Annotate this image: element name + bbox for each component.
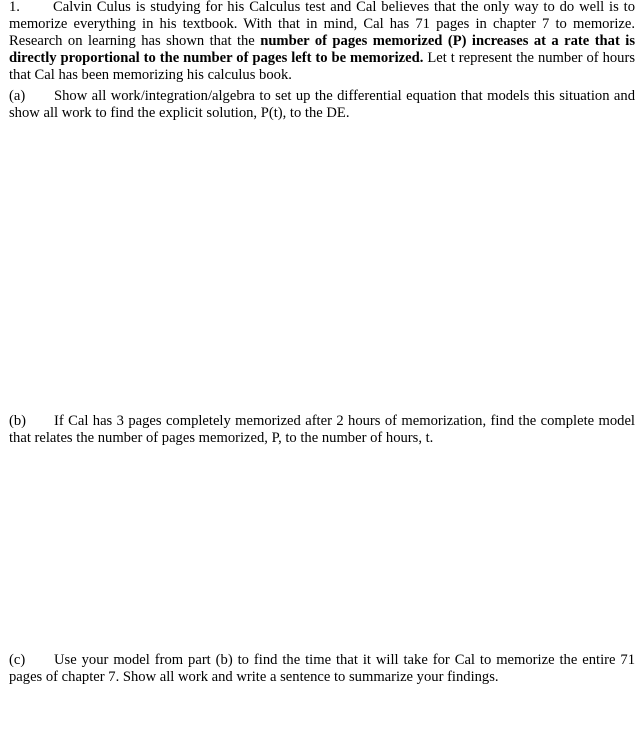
part-b-label: (b) <box>9 413 27 429</box>
part-c-text: Use your model from part (b) to find the time that it will take for Cal to memorize the entire 71 pages of chapter 7. Show all work and write a sentence to summarize your findings. <box>9 652 635 685</box>
problem-intro-text: Calvin Culus is studying for his Calculus test and Cal believes that the only way to do well is to memorize everything in his textbook. With that in mind, Cal has 71 pages in chapter 7 to memorize. Research on learning has shown that the <box>9 0 635 49</box>
part-c-label: (c) <box>9 652 26 668</box>
part-a-text: Show all work/integration/algebra to set up the differential equation that models this situation and show all work to find the explicit solution, P(t), to the DE. <box>9 88 635 121</box>
part-a-prompt <box>9 88 635 122</box>
problem-statement <box>9 0 635 84</box>
problem-variable-definition: Let t represent the number of hours that Cal has been memorizing his calculus book. <box>9 50 636 83</box>
part-b-text: If Cal has 3 pages completely memorized after 2 hours of memorization, find the complete model that relates the number of pages memorized, P, to the number of hours, t. <box>9 413 635 446</box>
part-a-label: (a) <box>9 88 26 104</box>
part-c-prompt <box>9 652 635 686</box>
problem-key-statement: number of pages memorized (P) increases at a rate that is directly proportional to the number of pages left to be memorized. <box>9 33 635 66</box>
problem-number: 1. <box>9 0 20 15</box>
part-b-prompt <box>9 413 635 447</box>
